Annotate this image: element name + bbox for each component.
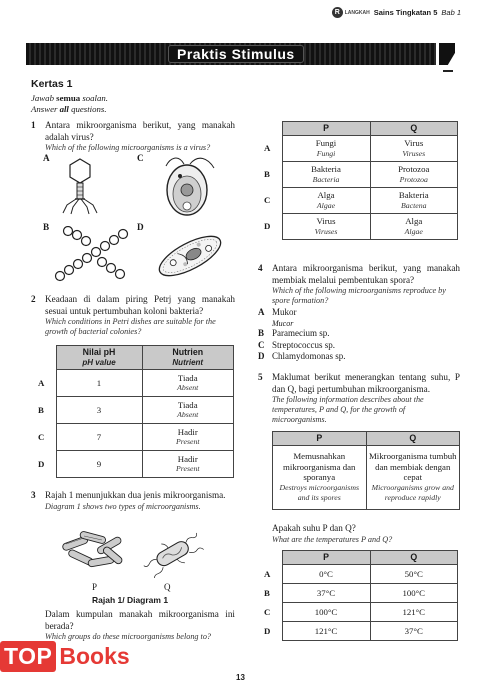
question-stem-en: The following information describes about the temperatures, P and Q, for the growth of microorganisms. — [272, 395, 424, 424]
logo-top: TOP — [0, 641, 56, 672]
question-number: 2 — [31, 294, 36, 304]
chlamydomonas-image — [156, 154, 220, 218]
bacteriophage-image — [55, 157, 105, 215]
instruction-ms: Jawab semua soalan. — [31, 93, 108, 103]
table-row: A Fungi Fungi Virus Viruses — [262, 136, 458, 162]
option-c-label: C — [137, 153, 144, 163]
publisher-name: LANGKAH — [344, 9, 370, 16]
diagram-label-p: P — [92, 582, 98, 592]
question-number: 3 — [31, 490, 36, 500]
info-header-q: Q — [366, 432, 460, 446]
question-stem: Maklumat berikut menerangkan tentang suhu, P dan Q, bagi pertumbuhan mikroorganisma. — [272, 372, 460, 394]
question-stem: Keadaan di dalam piring Petrj yang manakah sesuai untuk pertumbuhan koloni bakteria? — [45, 294, 235, 316]
book-title: Sains Tingkatan 5 — [373, 8, 438, 17]
question-prompt: Apakah suhu P dan Q? — [272, 523, 356, 533]
option-a-label: A — [43, 153, 50, 163]
question-number: 1 — [31, 120, 36, 130]
table-row: A 1 Tiada Absent — [36, 370, 234, 397]
option-c: C Streptococcus sp. — [258, 339, 335, 350]
header-p: P — [282, 551, 370, 565]
info-header-p: P — [273, 432, 367, 446]
header-p: P — [282, 122, 370, 136]
tab-dash — [443, 70, 453, 72]
question-5 — [258, 372, 460, 425]
question-stem-en: Diagram 1 shows two types of microorganisms. — [45, 501, 201, 511]
question-5-prompt — [258, 523, 460, 545]
question-2 — [31, 294, 235, 337]
question-3-prompt — [31, 609, 235, 642]
table-row: B 3 Tiada Absent — [36, 397, 234, 424]
header-q: Q — [370, 551, 458, 565]
q3-answer-table — [262, 121, 458, 240]
option-a: A Mukor — [258, 307, 297, 317]
table-row: C Alga Algae Bakteria Bactena — [262, 188, 458, 214]
table-row: B 37°C 100°C — [262, 584, 458, 603]
question-number: 5 — [258, 372, 263, 382]
question-4 — [258, 263, 460, 306]
banner-title: Praktis Stimulus — [168, 45, 304, 63]
table-row: C 100°C 121°C — [262, 603, 458, 622]
question-stem: Rajah 1 menunjukkan dua jenis mikroorganisma. — [45, 490, 226, 500]
question-prompt: Dalam kumpulan manakah mikroorganisma ini berada? — [45, 609, 235, 631]
flagellated-bacterium-image — [142, 528, 204, 578]
instruction-en: Answer all questions. — [31, 104, 107, 114]
q2-header-ph: Nilai pH pH value — [56, 346, 142, 370]
question-stem-en: Which of the following microorganisms reproduce by spore formation? — [272, 286, 446, 305]
header-q: Q — [370, 122, 458, 136]
running-head — [332, 7, 461, 18]
table-row: D 9 Hadir Present — [36, 451, 234, 478]
question-stem: Antara mikroorganisma berikut, yang manakah membiak melalui pembentukan spora? — [272, 263, 460, 285]
question-1 — [31, 120, 235, 153]
question-stem-en: Which of the following microorganisms is a virus? — [45, 143, 211, 152]
q5-info-table — [272, 431, 460, 510]
table-row: B Bakteria Bacteria Protozoa Protozoa — [262, 162, 458, 188]
info-q: Mikroorganisma tumbuh dan membiak dengan cepat Microorganisms grow and reproduce rapidly — [366, 446, 460, 510]
page-number: 13 — [236, 673, 245, 682]
option-d-label: D — [137, 222, 144, 232]
publisher-badge: R — [332, 7, 343, 18]
q2-table — [36, 345, 234, 478]
q4-options — [258, 307, 346, 363]
chapter-label: Bab 1 — [441, 8, 461, 17]
diagram-label-q: Q — [164, 582, 171, 592]
option-d: D Chlamydomonas sp. — [258, 351, 346, 361]
section-banner — [26, 43, 436, 65]
streptococcus-image — [50, 226, 140, 284]
table-row: D Virus Viruses Alga Algae — [262, 214, 458, 240]
logo-books: Books — [59, 643, 130, 669]
option-a-en: Mucor — [272, 318, 294, 328]
table-row: A 0°C 50°C — [262, 565, 458, 584]
option-b-label: B — [43, 222, 50, 232]
paper-title: Kertas 1 — [31, 78, 73, 90]
table-row: D 121°C 37°C — [262, 622, 458, 641]
q5-answer-table — [262, 550, 458, 641]
table-row: C 7 Hadir Present — [36, 424, 234, 451]
chapter-tab-icon — [439, 43, 455, 65]
question-stem: Antara mikroorganisma berikut, yang manakah adalah virus? — [45, 120, 235, 142]
q2-header-nutrient: Nutrien Nutrient — [142, 346, 234, 370]
question-prompt-en: Which groups do these microorganisms belong to? — [45, 632, 212, 641]
question-3 — [31, 490, 235, 512]
paramecium-image — [150, 228, 230, 284]
info-p: Memusnahkan mikroorganisma dan sporanya Destroys microorganisms and its spores — [273, 446, 367, 510]
diagram-caption: Rajah 1/ Diagram 1 — [92, 595, 169, 605]
publisher-logo — [332, 7, 370, 18]
question-prompt-en: What are the temperatures P and Q? — [272, 534, 393, 544]
rod-bacteria-image — [58, 528, 130, 574]
instructions — [31, 93, 108, 115]
question-number: 4 — [258, 263, 263, 273]
question-stem-en: Which conditions in Petri dishes are suitable for the growth of bacterial colonies? — [45, 317, 216, 336]
topbooks-watermark-logo — [0, 641, 130, 672]
option-b: B Paramecium sp. — [258, 328, 330, 338]
